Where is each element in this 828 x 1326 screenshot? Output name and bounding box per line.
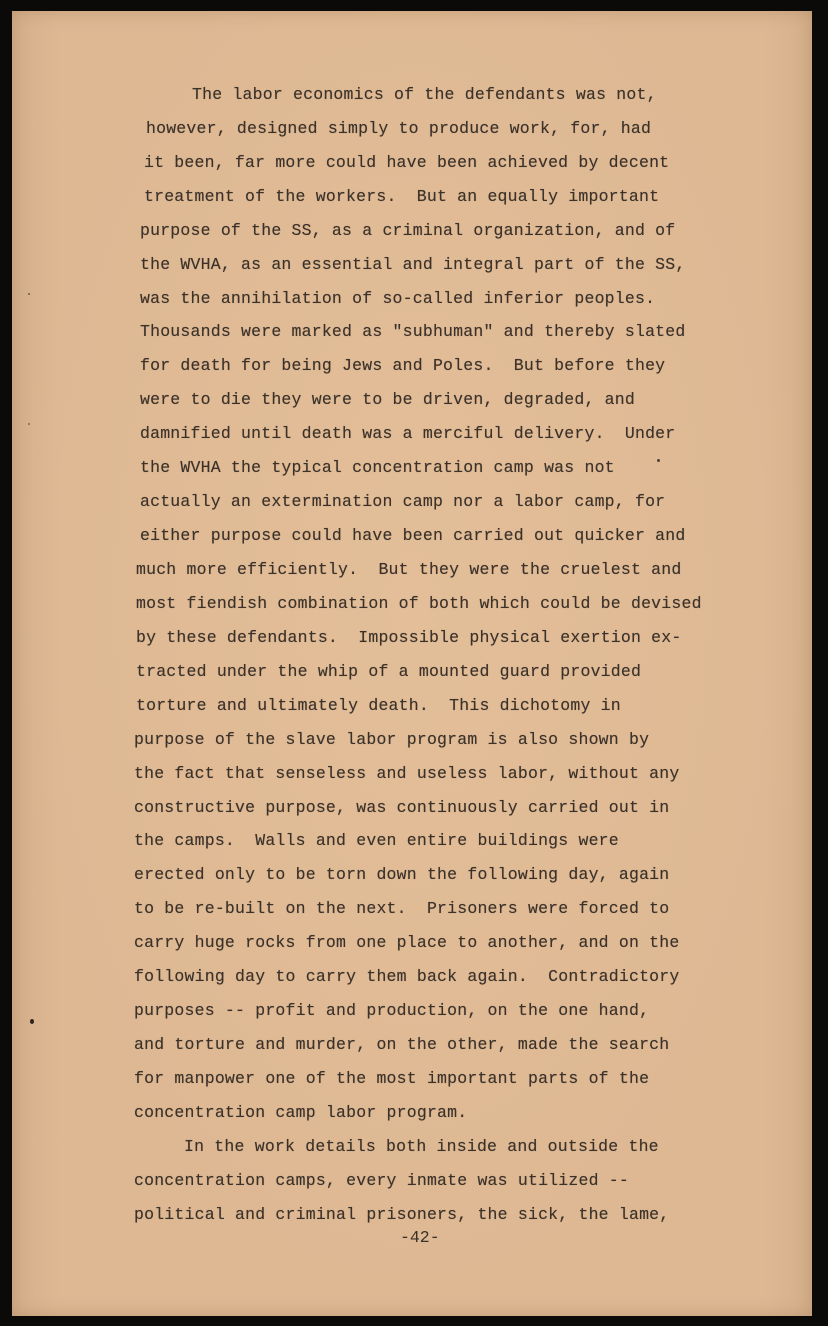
text-line: purpose of the SS, as a criminal organization, and of [140, 221, 676, 240]
text-line: for manpower one of the most important parts of the [134, 1069, 650, 1088]
document-page [12, 11, 812, 1316]
text-line: treatment of the workers. But an equally important [144, 187, 660, 206]
text-line: carry huge rocks from one place to another, and on the [134, 933, 680, 952]
text-line: Thousands were marked as "subhuman" and thereby slated [140, 322, 686, 341]
text-line: were to die they were to be driven, degraded, and [140, 390, 635, 409]
text-line: damnified until death was a merciful delivery. Under [140, 424, 676, 443]
text-line: the WVHA the typical concentration camp was not [140, 458, 615, 477]
text-line: purposes -- profit and production, on the one hand, [134, 1001, 650, 1020]
text-line: the WVHA, as an essential and integral part of the SS, [140, 255, 686, 274]
text-line: however, designed simply to produce work, for, had [146, 119, 652, 138]
text-line: In the work details both inside and outside the [184, 1137, 659, 1156]
text-line: tracted under the whip of a mounted guard provided [136, 662, 642, 681]
body-text [12, 11, 812, 1316]
text-line: was the annihilation of so-called inferior peoples. [140, 289, 656, 308]
text-line: concentration camps, every inmate was utilized -- [134, 1171, 629, 1190]
text-line: much more efficiently. But they were the cruelest and [136, 560, 682, 579]
text-line: the fact that senseless and useless labor, without any [134, 764, 680, 783]
text-line: torture and ultimately death. This dichotomy in [136, 696, 621, 715]
paper-speck [28, 293, 30, 295]
text-line: erected only to be torn down the following day, again [134, 865, 670, 884]
text-line: the camps. Walls and even entire buildings were [134, 831, 619, 850]
text-line: following day to carry them back again. Contradictory [134, 967, 680, 986]
text-line: political and criminal prisoners, the sick, the lame, [134, 1205, 670, 1224]
text-line: it been, far more could have been achieved by decent [144, 153, 670, 172]
text-line: The labor economics of the defendants was not, [192, 85, 657, 104]
text-line: to be re-built on the next. Prisoners were forced to [134, 899, 670, 918]
text-line: for death for being Jews and Poles. But before they [140, 356, 666, 375]
paper-speck [30, 1019, 34, 1024]
paper-speck [657, 459, 660, 462]
text-line: purpose of the slave labor program is also shown by [134, 730, 650, 749]
text-line: actually an extermination camp nor a labor camp, for [140, 492, 666, 511]
text-line: constructive purpose, was continuously carried out in [134, 798, 670, 817]
text-line: and torture and murder, on the other, made the search [134, 1035, 670, 1054]
text-line: concentration camp labor program. [134, 1103, 468, 1122]
text-line: either purpose could have been carried out quicker and [140, 526, 686, 545]
text-line: by these defendants. Impossible physical exertion ex- [136, 628, 682, 647]
page-number: -42- [400, 1228, 440, 1247]
text-line: most fiendish combination of both which could be devised [136, 594, 702, 613]
paper-speck [28, 423, 30, 425]
